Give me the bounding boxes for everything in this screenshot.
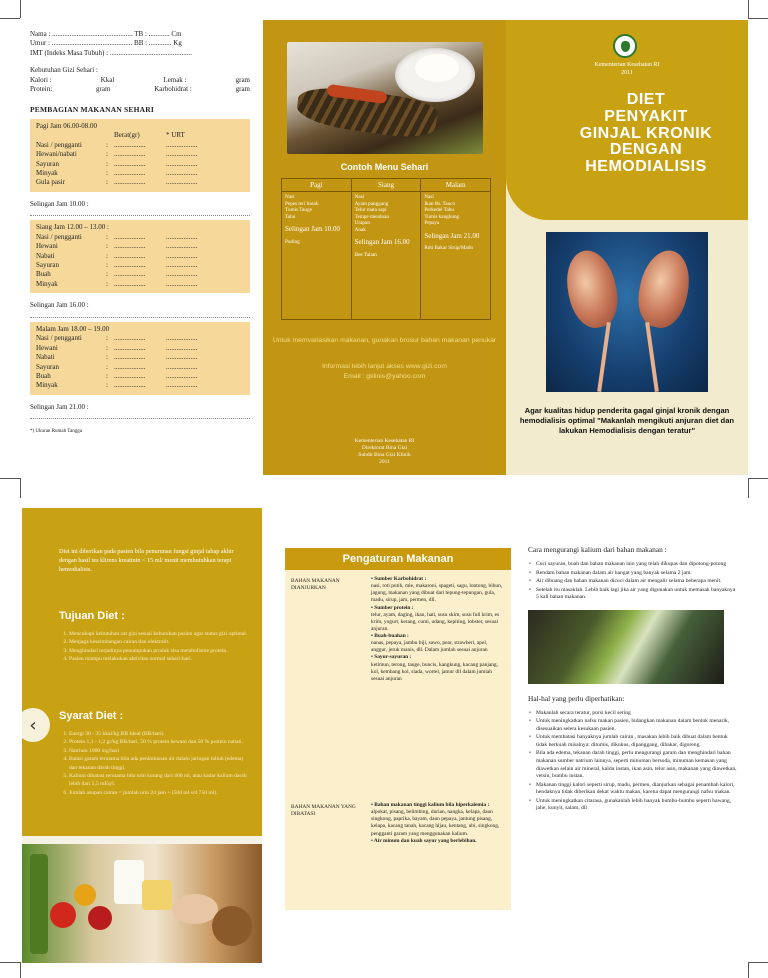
- col-malam: Malam: [421, 179, 491, 192]
- crop-mark: [0, 18, 20, 19]
- meal-item-sep: :: [106, 343, 108, 352]
- food-guide-title: Pengaturan Makanan: [285, 548, 511, 570]
- meal-item-sep: :: [106, 381, 108, 390]
- menu-cell-siang: [351, 192, 421, 320]
- meal-item-urt: ..................: [166, 371, 198, 380]
- meal-item-urt: ..................: [166, 353, 198, 362]
- menu-item: Anak: [354, 226, 366, 233]
- menu-item: Ayam panggang: [354, 200, 389, 207]
- potassium-step: • Cuci sayuran, buah dan bahan makanan lain yang telah dikupas dan dipotong-potong: [536, 561, 738, 569]
- more-info-link[interactable]: Informasi lebih lanjut akses www.gizi.com: [321, 363, 448, 370]
- protein-row: Protein: gram Karbohidrat : gram: [30, 85, 250, 94]
- food-group-items: ketimun, terong, tauge, buncis, kangkung, kacang panjang, kol, kembang kol, slada, wortel, jamur dll dalam jumlah sesuai anjuran: [371, 661, 498, 682]
- crop-mark: [20, 962, 21, 978]
- breakfast-title: Pagi Jam 06.00-08.00: [36, 121, 98, 130]
- meal-item-sep: :: [106, 334, 108, 343]
- potassium-steps: [528, 561, 738, 602]
- col-pagi: Pagi: [282, 179, 352, 192]
- col-siang: Siang: [351, 179, 421, 192]
- cover-title: DIET PENYAKIT GINJAL KRONIK DENGAN HEMODIALISIS: [579, 91, 713, 176]
- meal-item-urt: ..................: [166, 178, 198, 187]
- meal-item-row: [36, 141, 244, 150]
- syarat-item: 2. Protein 1,1 - 1,2 gr/kg BB/hari, 50 % protein hewani dan 50 % protein nabati.: [69, 738, 251, 746]
- meal-item-weight: ..................: [114, 251, 146, 260]
- recommended-label: BAHAN MAKANAN DIANJURKAN: [291, 578, 340, 592]
- food-group-heading: • Air minum dan kuah sayur yang berlebihan.: [371, 837, 477, 844]
- tujuan-title: Tujuan Diet :: [59, 610, 125, 622]
- meal-item-name: Sayuran: [36, 362, 59, 371]
- meal-item-row: [36, 353, 244, 362]
- meal-item-row: [36, 233, 244, 242]
- ministry-logo-icon: [613, 34, 637, 58]
- meal-item-sep: :: [106, 279, 108, 288]
- meal-item-name: Minyak: [36, 381, 58, 390]
- meal-item-sep: :: [106, 232, 108, 241]
- food-group-items: alpokat, pisang, belimbing, durian, nangka, kelapa, daun singkong, paprika, bayam, daun pepaya, jantung pisang, kelapa, kacang tanah, kacang hijau, kentang, ubi, singkong, pengganti garam yang menggunakan kalium.: [371, 809, 500, 837]
- food-group-items: nasi, roti putih, mie, makaroni, spageti, sagu, lontong, bihun, jagung, makanan yang dibuat dari tepung-tepungan, gula, madu, sirup, jam, permen, dll.: [371, 583, 503, 604]
- meal-item-sep: :: [106, 150, 108, 159]
- calorie-row: Kalori : Kkal Lemak : gram: [30, 75, 250, 84]
- cover-institution: Kementerian Kesehatan RI 2011: [594, 62, 660, 76]
- tujuan-item: 1. Mencukupi kebutuhan zat gizi sesuai kebutuhan pasien agar status gizi optimal.: [69, 630, 251, 638]
- meal-item-row: [36, 252, 244, 261]
- meal-item-row: [36, 178, 244, 187]
- meal-item-row: [36, 150, 244, 159]
- syarat-item: 6. Jumlah asupan cairan = jumlah urin 24 jam + (500 ml s/d 750 ml).: [69, 789, 251, 797]
- note-item: • Untuk membatasi banyaknya jumlah cairan , masakan lebih baik dibuat dalam bentuk tidak berkuah misalnya: ditumis, dikukus, dipanggang, dibakar, digoreng.: [536, 734, 738, 749]
- recommended-row: [285, 572, 511, 687]
- publisher-footer: Kementerian Kesehatan RI Direktorat Bina Gizi Subdit Bina Gizi Klinik 2011: [354, 438, 415, 466]
- potassium-tips-panel: [528, 545, 738, 945]
- meal-item-weight: ..................: [114, 343, 146, 352]
- meal-item-weight: ..................: [114, 232, 146, 241]
- meal-item-weight: ..................: [114, 270, 146, 279]
- limited-content: [365, 798, 511, 849]
- lunch-block: [30, 220, 250, 293]
- meal-item-urt: ..................: [166, 150, 198, 159]
- cover-slogan: Agar kualitas hidup penderita gagal ginjal kronik dengan hemodialisis optimal "Makanlah mengikuti anjuran diet dan lakukan Hemodialisis dengan teratur": [519, 406, 735, 435]
- menu-snack-label: Selingan Jam 10.00: [285, 225, 341, 233]
- syarat-item: 4. Batasi garam terutama bila ada penimbunan air dalam jaringan tubuh (edema) dan tekanan darah tinggi.: [69, 755, 251, 772]
- menu-item: Ikan bb. Tauco: [424, 200, 456, 207]
- meal-item-urt: ..................: [166, 140, 198, 149]
- meal-item-name: Minyak: [36, 279, 58, 288]
- lunch-title: Siang Jam 12.00 – 13.00 :: [36, 223, 109, 232]
- snack-2100: Selingan Jam 21.00 :: [30, 403, 250, 419]
- menu-table: [281, 178, 491, 320]
- nutrition-needs-title: Kebutuhan Gizi Sehari :: [30, 66, 98, 75]
- note-item: • Untuk meningkatkan citarasa, gunakanlah lebih banyak bumbu-bumbu seperti bawang, jahe, kunyit, salam, dll: [536, 798, 738, 813]
- menu-cell-malam: [421, 192, 491, 320]
- meal-item-row: [36, 270, 244, 279]
- meal-item-row: [36, 169, 244, 178]
- dinner-block: [30, 322, 250, 395]
- diet-goals-panel: [22, 508, 262, 963]
- crop-mark: [20, 478, 21, 498]
- meal-item-urt: ..................: [166, 242, 198, 251]
- potassium-step: • Setelah itu masaklah. Lebih baik lagi jika air yang digunakan untuk memasak banyaknya 5 kali bahan makanan.: [536, 587, 738, 602]
- meal-item-weight: ..................: [114, 334, 146, 343]
- meal-item-row: [36, 363, 244, 372]
- syarat-item: 1. Energi 30 - 35 kkal/kg BB Ideal (BB/hari): [69, 730, 251, 738]
- cover-panel: [506, 20, 748, 475]
- menu-item: Tumis Tauge: [285, 207, 312, 213]
- meal-item-name: Nabati: [36, 251, 55, 260]
- meal-item-sep: :: [106, 140, 108, 149]
- meal-division-title: PEMBAGIAN MAKANAN SEHARI: [30, 104, 154, 114]
- meal-item-name: Sayuran: [36, 159, 59, 168]
- meal-item-weight: ..................: [114, 168, 146, 177]
- note-item: • Bila ada edema, tekanan darah tinggi, perlu mengurangi garam dan menghindari bahan makanan sumber natrium lainnya, seperti minuman bersoda, minuman kemasan yang diawetkan selain air mineral, kaldu instan, ikan asin, telur asin, makanan yang diawetkan, vetsin, bumbu instan.: [536, 750, 738, 780]
- washing-vegetables-photo: [528, 610, 724, 684]
- menu-item: Tumis kangkung: [424, 213, 460, 220]
- crop-mark: [748, 478, 749, 498]
- menu-panel: [263, 20, 506, 475]
- bmi-line: IMT (Indeks Masa Tubuh) : ...............................................: [30, 48, 193, 57]
- note-item: • Untuk meningkatkan nafsu makan pasien, hidangkan makanan dalam bentuk menarik, disesuaikan selera kesukaan pasien.: [536, 718, 738, 733]
- meal-item-sep: :: [106, 251, 108, 260]
- food-guide-panel: [285, 548, 511, 910]
- meal-item-weight: ..................: [114, 371, 146, 380]
- meal-item-sep: :: [106, 261, 108, 269]
- crop-mark: [20, 0, 21, 18]
- menu-item: Nasi: [354, 194, 365, 200]
- food-group-heading: • Sayur-sayuran :: [371, 654, 412, 661]
- meal-item-name: Buah: [36, 270, 51, 279]
- meal-item-weight: ..................: [114, 279, 146, 288]
- meal-item-name: Gula pasir: [36, 178, 65, 187]
- notes-title: Hal-hal yang perlu diperhatikan:: [528, 693, 625, 703]
- menu-snack-item: Bee Talam: [354, 251, 377, 258]
- food-group-items: nanas, pepaya, jambu biji, sawo, pear, strawberi, apel, anggur, jeruk manis, dll. Dalam jumlah sesuai anjuran: [371, 640, 488, 654]
- variation-note: Untuk memvariasikan makanan, gunakan brosur bahan makanan penukar: [272, 337, 497, 344]
- crop-mark: [0, 962, 20, 963]
- notes-list: [528, 710, 738, 813]
- meal-item-row: [36, 242, 244, 251]
- syarat-title: Syarat Diet :: [59, 710, 124, 722]
- meal-item-name: Hewani/nabati: [36, 150, 77, 159]
- dinner-title: Malam Jam 18.00 – 19.00: [36, 324, 110, 333]
- meal-item-weight: ..................: [114, 362, 146, 371]
- meal-item-sep: :: [106, 371, 108, 380]
- meal-item-weight: ..................: [114, 261, 146, 269]
- meal-item-urt: ..................: [166, 261, 198, 269]
- crop-mark: [748, 0, 749, 18]
- limited-row: [285, 798, 511, 849]
- meal-item-name: Hewani: [36, 242, 58, 251]
- name-height-line: Nama : .............................................. TB : ............ Cm: [30, 30, 182, 38]
- meal-item-name: Nasi / pengganti: [36, 232, 82, 241]
- meal-item-row: [36, 261, 244, 270]
- meal-item-urt: ..................: [166, 232, 198, 241]
- age-weight-line: Umur : .............................................. BB : ............. Kg: [30, 39, 182, 48]
- menu-item: Nasi: [424, 194, 434, 200]
- meal-item-name: Buah: [36, 371, 51, 380]
- diet-form-panel: [30, 30, 250, 470]
- meal-item-row: [36, 160, 244, 169]
- kidneys-image: [546, 232, 708, 392]
- menu-item: Pepes teri basah: [285, 200, 319, 207]
- meal-item-name: Hewani: [36, 343, 58, 352]
- food-group-heading: • Sumber Karbohidrat :: [371, 576, 427, 582]
- meal-item-sep: :: [106, 362, 108, 371]
- meal-item-sep: :: [106, 168, 108, 177]
- meal-item-urt: ..................: [166, 168, 198, 177]
- food-group-heading: • Sumber protein :: [371, 604, 414, 611]
- urt-note: *) Ukuran Rumah Tangga: [30, 429, 82, 435]
- crop-mark: [748, 962, 749, 978]
- meal-item-sep: :: [106, 353, 108, 362]
- email-link[interactable]: Email : gklinis@yahoo.com: [343, 373, 426, 380]
- meal-item-row: [36, 334, 244, 343]
- tujuan-item: 2. Menjaga keseimbangan cairan dan elektrolit.: [69, 638, 251, 646]
- meal-item-urt: ..................: [166, 251, 198, 260]
- meal-item-weight: ..................: [114, 381, 146, 390]
- crop-mark: [748, 478, 768, 479]
- potassium-title: Cara mengurangi kalium dari bahan makanan :: [528, 545, 667, 554]
- tujuan-list: [59, 630, 251, 664]
- crop-mark: [748, 18, 768, 19]
- meal-item-weight: ..................: [114, 242, 146, 251]
- menu-item: Perkedel Tahu: [424, 207, 454, 213]
- snack-1600: Selingan Jam 16.00 :: [30, 301, 250, 317]
- meal-item-sep: :: [106, 159, 108, 168]
- meal-item-name: Nasi / pengganti: [36, 334, 82, 343]
- menu-item: Nasi: [285, 194, 295, 200]
- meal-item-name: Nasi / pengganti: [36, 140, 82, 149]
- meal-item-urt: ..................: [166, 159, 198, 168]
- menu-snack-label: Selingan Jam 21.00: [424, 231, 480, 240]
- limited-label: BAHAN MAKANAN YANG DIBATASI: [291, 804, 356, 818]
- food-group-heading: • Bahan makanan tinggi kalium bila hiperkalemia :: [371, 802, 490, 808]
- menu-item: Urapan: [354, 220, 370, 226]
- meal-item-row: [36, 381, 244, 390]
- meal-item-urt: ..................: [166, 343, 198, 352]
- meal-item-row: [36, 372, 244, 381]
- tujuan-item: 3. Menghindari terjadinya penumpukan produk sisa metabolisme protein.: [69, 647, 251, 655]
- fish-meal-photo: [287, 42, 483, 154]
- portion-header: Berat(gr) * URT: [114, 131, 185, 140]
- menu-item: Tahu: [285, 213, 296, 220]
- meal-item-urt: ..................: [166, 381, 198, 390]
- meal-item-sep: :: [106, 242, 108, 251]
- foods-photo: [22, 844, 262, 963]
- syarat-list: [59, 730, 251, 797]
- crop-mark: [0, 478, 20, 479]
- menu-item: Tempe mendoan: [354, 213, 390, 220]
- menu-snack-item: Roti Bakar Sirup/Madu: [424, 245, 474, 252]
- meal-item-sep: :: [106, 178, 108, 187]
- potassium-step: • Air dibuang dan bahan makanan dicuci dalam air mengalir selama beberapa menit.: [536, 578, 738, 586]
- note-item: • Makanan tinggi kalori seperti sirup, madu, permen, dianjurkan sebagai penambah kalori, hendaknya tidak diberikan dekat waktu makan, karena dapat mengurangi nafsu makan.: [536, 782, 738, 797]
- meal-item-row: [36, 344, 244, 353]
- menu-cell-pagi: [282, 192, 352, 320]
- meal-item-urt: ..................: [166, 334, 198, 343]
- meal-item-name: Sayuran: [36, 261, 59, 269]
- tujuan-item: 4. Pasien mampu melakukan aktivitas normal sehari-hari.: [69, 655, 251, 663]
- meal-item-name: Minyak: [36, 168, 58, 177]
- recommended-content: [365, 572, 511, 687]
- food-group-heading: • Buah-buahan :: [371, 633, 409, 639]
- menu-title: Contoh Menu Sehari: [340, 162, 429, 172]
- meal-item-urt: ..................: [166, 270, 198, 279]
- meal-item-sep: :: [106, 270, 108, 279]
- menu-snack-item: Puding: [285, 238, 300, 245]
- menu-item: Telur mata sapi: [354, 207, 387, 213]
- snack-1000: Selingan Jam 10.00 :: [30, 200, 250, 216]
- food-group-items: telur, ayam, daging, ikan, hati, susu skim, susu full krim, es krim, yogurt, kerang, cumi, udang, kepiting, lobster, sesuai anjuran.: [371, 611, 500, 632]
- meal-item-weight: ..................: [114, 159, 146, 168]
- syarat-item: 3. Natrium 1000 mg/hari: [69, 747, 251, 755]
- menu-item: Pepaya: [424, 220, 440, 226]
- syarat-item: 5. Kalium dibatasi terutama bila urin kurang dari 400 ml, atau kadar kalium darah lebih dari 5,5 mEq/l.: [69, 772, 251, 789]
- menu-snack-label: Selingan Jam 16.00: [354, 238, 410, 246]
- meal-item-weight: ..................: [114, 140, 146, 149]
- breakfast-block: [30, 119, 250, 192]
- meal-item-weight: ..................: [114, 178, 146, 187]
- potassium-step: • Rendam bahan makanan dalam air hangat yang banyak selama 2 jam.: [536, 570, 738, 578]
- meal-item-urt: ..................: [166, 279, 198, 288]
- meal-item-weight: ..................: [114, 150, 146, 159]
- meal-item-urt: ..................: [166, 362, 198, 371]
- chevron-left-icon: ‹: [29, 714, 37, 736]
- note-item: • Makanlah secara teratur, porsi kecil sering: [536, 710, 738, 718]
- meal-item-weight: ..................: [114, 353, 146, 362]
- meal-item-row: [36, 280, 244, 289]
- crop-mark: [748, 962, 768, 963]
- meal-item-name: Nabati: [36, 353, 55, 362]
- intro-text: Diet ini diberikan pada pasien bila penurunan fungsi ginjal tahap akhir dengan hasil tes klirens kreatinin < 15 ml/ menit membutuhkan terapi hemodialisis.: [59, 548, 234, 573]
